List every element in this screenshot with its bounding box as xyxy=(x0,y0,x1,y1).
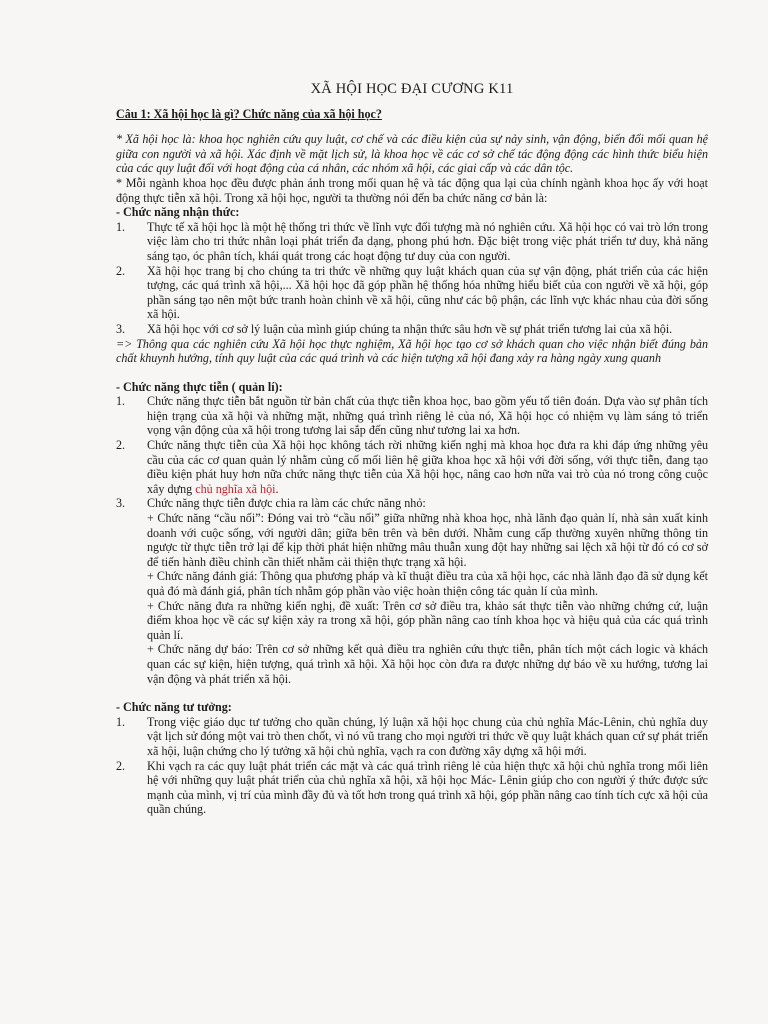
section-cognitive-heading: - Chức năng nhận thức: xyxy=(116,205,240,220)
spacer xyxy=(116,686,708,700)
sub-item-evaluation: + Chức năng đánh giá: Thông qua phương pháp và kĩ thuật điều tra của xã hội học, các nhà lãnh đạo đã sử dụng kết quả đó mà đánh giá, phân tích nhằm góp phần vào việc hoàn thiện công tác quản lí của mình. xyxy=(147,569,708,598)
list-item: 2. Khi vạch ra các quy luật phát triển các mặt và các quá trình riêng lẻ của hiện thực xã hội chủ nghĩa trong mối liên hệ với những quy luật phát triển của chủ nghĩa xã hội, xã hội học Mác- Lênin giúp cho con người ý thức được sức mạnh của mình, vị trí của mình đầy đủ và tốt hơn trong quá trình xã hội, góp phần nâng cao tính tích cực xã hội của quần chúng. xyxy=(116,758,708,817)
spacer xyxy=(116,366,708,380)
sub-item-bridge: + Chức năng “cầu nối”: Đóng vai trò “cầu nối” giữa những nhà khoa học, nhà lãnh đạo quản lí, nhà sản xuất kinh doanh với cuộc sống, với người dân; giữa bên trên và bên dưới. Nhằm cung cấp thường xuyên những thông tin ngược từ thực tiễn trở lại để kịp thời phát hiện những mâu thuẫn xung đột hay những sai lệch xã hội từ đó có cơ sở để tiến hành điều chỉnh cần thiết nhằm cải thiện thực trạng xã hội. xyxy=(147,511,708,569)
ideological-list xyxy=(116,715,708,817)
sub-item-recommendation: + Chức năng đưa ra những kiến nghị, đề xuất: Trên cơ sở điều tra, khảo sát thực tiễn vào những chứng cứ, luận điểm khoa học về các sự kiện xảy ra trong xã hội, góp phần nâng cao tính khoa học và hiệu quả của các quá trình quản lí. xyxy=(147,598,708,642)
question-heading: Câu 1: Xã hội học là gì? Chức năng của xã hội học? xyxy=(116,106,382,121)
section-practical-heading: - Chức năng thực tiễn ( quản lí): xyxy=(116,379,283,394)
intro-paragraph: * Mỗi ngành khoa học đều được phản ánh trong mối quan hệ và tác động qua lại của chính ngành khoa học ấy với hoạt động thực tiễn xã hội. Trong xã hội học, người ta thường nói đến ba chức năng cơ bản là: xyxy=(116,175,708,205)
list-item: 1. Trong việc giáo dục tư tưởng cho quần chúng, lý luận xã hội học chung của chủ nghĩa Mác-Lênin, chủ nghĩa duy vật lịch sử đóng một vai trò then chốt, vì nó vũ trang cho mọi người tri thức về quy luật khách quan cứ sự phát triển xã hội, luận chứng cho lý tưởng xã hội chủ nghĩa, vạch ra con đường xây dựng xã hội mới. xyxy=(116,714,708,758)
list-item: 2. Xã hội học trang bị cho chúng ta tri thức về những quy luật khách quan của sự vận động, phát triển của các hiện tượng, các quá trình xã hội,... Xã hội học đã góp phần hệ thống hóa những hiểu biết của con người về xã hội, góp phần sáng tạo nên một bức tranh hoàn chỉnh về xã hội, cũng như các bộ phận, các lĩnh vực khác nhau của đời sống xã hội. xyxy=(116,263,708,322)
document-title: XÃ HỘI HỌC ĐẠI CƯƠNG K11 xyxy=(310,81,514,97)
list-item: 3. Chức năng thực tiễn được chia ra làm các chức năng nhỏ: + Chức năng “cầu nối”: Đóng vai trò “cầu nối” giữa những nhà khoa học, nhà lãnh đạo quản lí, nhà sản xuất kinh doanh với cuộc sống, với người dân; giữa bên trên và bên dưới. Nhằm cung cấp thường xuyên những thông tin ngược từ thực tiễn trở lại để kịp thời phát hiện những mâu thuẫn xung đột hay những sai lệch xã hội từ đó có cơ sở để tiến hành điều chỉnh cần thiết nhằm cải thiện thực trạng xã hội. + Chức năng đánh giá: Thông qua phương pháp và kĩ thuật điều tra của xã hội học, các nhà lãnh đạo đã sử dụng kết quả đó mà đánh giá, phân tích nhằm góp phần vào việc hoàn thiện công tác quản lí của mình. + Chức năng đưa ra những kiến nghị, đề xuất: Trên cơ sở điều tra, khảo sát thực tiễn vào những chứng cứ, luận điểm khoa học về các sự kiện xảy ra trong xã hội, góp phần nâng cao tính khoa học và hiệu quả của các quá trình quản lí. + Chức năng dự báo: Trên cơ sở những kết quả điều tra nghiên cứu thực tiễn, phân tích một cách logic và khách quan các sự kiện, hiện tượng, quá trình xã hội. Xã hội học còn đưa ra được những dự báo về xu hướng, tương lai vận động và phát triển xã hội. xyxy=(116,496,708,686)
practical-list xyxy=(116,394,708,686)
definition-paragraph: * Xã hội học là: khoa học nghiên cứu quy luật, cơ chế và các điều kiện của sự nảy sinh, vận động, biến đổi mối quan hệ giữa con người và xã hội. Xác định về mặt lịch sử, là khoa học về các cơ sở chế tác động động các hình thức biểu hiện của các quy luật đối với hoạt động của cá nhân, các nhóm xã hội, các giai cấp và các dân tộc. xyxy=(116,132,708,176)
list-item: 2. Chức năng thực tiễn của Xã hội học không tách rời những kiến nghị mà khoa học đưa ra khi đáp ứng những yêu cầu của các cơ quan quản lý nhằm củng cố mối liên hệ giữa khoa học xã hội với đời sống, với thực tiễn, đang tạo điều kiện phát huy hơn nữa chức năng thực tiễn của Xã hội học, nâng cao hơn nữa vai trò của nó trong công cuộc xây dựng chủ nghĩa xã hội. xyxy=(116,438,708,496)
list-item: 3. Xã hội học với cơ sở lý luận của mình giúp chúng ta nhận thức sâu hơn về sự phát triển tương lai của xã hội. xyxy=(116,321,673,336)
sub-item-forecast: + Chức năng dự báo: Trên cơ sở những kết quả điều tra nghiên cứu thực tiễn, phân tích một cách logic và khách quan các sự kiện, hiện tượng, quá trình xã hội. Xã hội học còn đưa ra được những dự báo về xu hướng, tương lai vận động và phát triển xã hội. xyxy=(147,642,708,686)
socialism-link[interactable]: chủ nghĩa xã hội xyxy=(195,481,276,496)
cognitive-list xyxy=(116,220,708,337)
section-ideological-heading: - Chức năng tư tưởng: xyxy=(116,700,232,715)
list-item: 1. Thực tế xã hội học là một hệ thống tri thức về lĩnh vực đối tượng mà nó nghiên cứu. Xã hội học có vai trò lớn trong việc làm cho tri thức nhân loại phát triển đa dạng, phong phú hơn. Đặc biệt trong việc phát triển tư duy, khả năng sáng tạo, óc phân tích, khái quát trong các hoạt động tư duy của con người. xyxy=(116,219,708,263)
list-item: 1. Chức năng thực tiễn bắt nguồn từ bản chất của thực tiễn khoa học, bao gồm yếu tố tiên đoán. Dựa vào sự phân tích hiện trạng của xã hội và những mặt, những quá trình riêng lẻ của nó, Xã hội học có nhiệm vụ làm sáng tỏ triển vọng vận động của xã hội trong tương lai sắp đến cũng như tương lai xa hơn. xyxy=(116,394,708,438)
cognitive-conclusion: => Thông qua các nghiên cứu Xã hội học thực nghiệm, Xã hội học tạo cơ sở khách quan cho việc nhận biết đúng bản chất khuynh hướng, tính quy luật của các quá trình và các hiện tượng xã hội đang xảy ra hàng ngày xung quanh xyxy=(116,336,708,366)
